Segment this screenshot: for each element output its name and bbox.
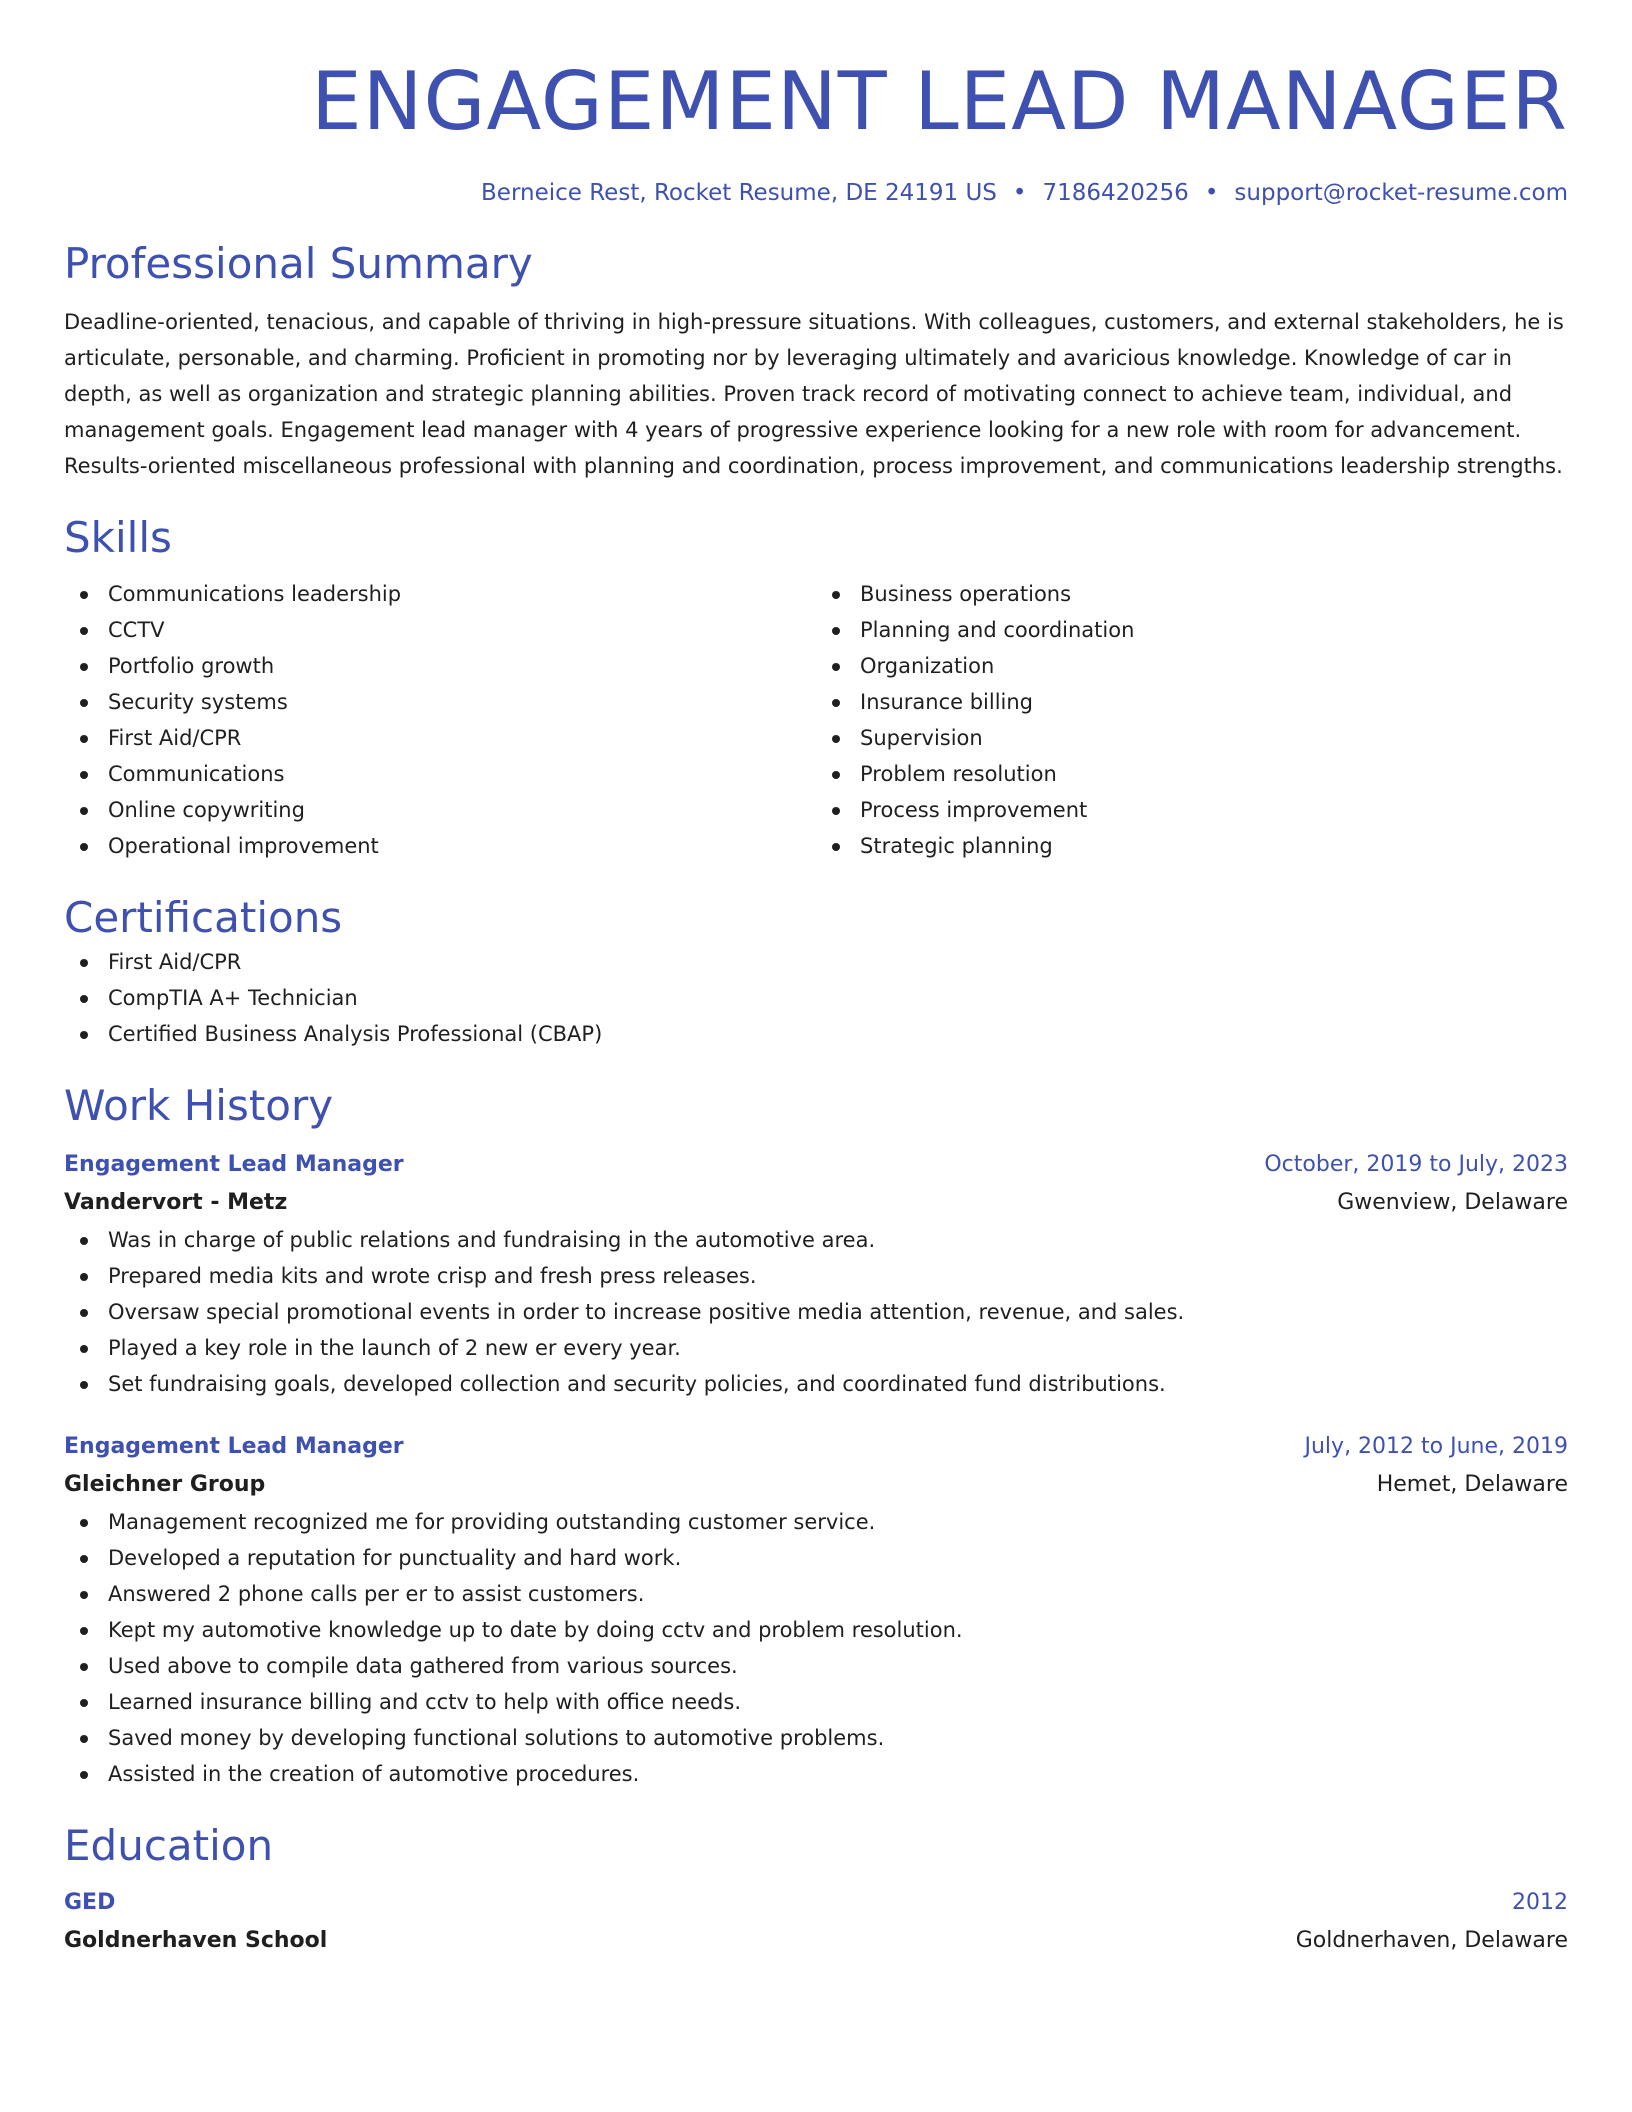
skill-item: Portfolio growth <box>64 648 816 684</box>
skill-item: Insurance billing <box>816 684 1568 720</box>
job-duty: Played a key role in the launch of 2 new er every year. <box>64 1330 1568 1366</box>
skill-item: Strategic planning <box>816 828 1568 864</box>
skill-item: Planning and coordination <box>816 612 1568 648</box>
skill-item: Supervision <box>816 720 1568 756</box>
contact-phone: 7186420256 <box>1042 180 1189 206</box>
skill-item: Organization <box>816 648 1568 684</box>
job-duty: Prepared media kits and wrote crisp and fresh press releases. <box>64 1258 1568 1294</box>
job-title: Engagement Lead Manager <box>64 1434 404 1459</box>
job-duty: Management recognized me for providing outstanding customer service. <box>64 1504 1568 1540</box>
contact-address: Berneice Rest, Rocket Resume, DE 24191 US <box>481 180 997 206</box>
skills-list-left <box>64 576 816 864</box>
education-degree: GED <box>64 1890 116 1915</box>
job-duty: Saved money by developing functional solutions to automotive problems. <box>64 1720 1568 1756</box>
certification-item: Certified Business Analysis Professional (CBAP) <box>64 1016 1568 1052</box>
job-title-row <box>64 1146 1568 1184</box>
skill-item: Communications <box>64 756 816 792</box>
skill-item: Communications leadership <box>64 576 816 612</box>
job-duty: Developed a reputation for punctuality and hard work. <box>64 1540 1568 1576</box>
job-duty: Used above to compile data gathered from various sources. <box>64 1648 1568 1684</box>
skill-item: Process improvement <box>816 792 1568 828</box>
certifications-list <box>64 944 1568 1052</box>
job-title-row <box>64 1428 1568 1466</box>
education-degree-row <box>64 1884 1568 1922</box>
skill-item: Online copywriting <box>64 792 816 828</box>
job-location: Gwenview, Delaware <box>1337 1190 1568 1215</box>
job-entry <box>64 1146 1568 1402</box>
skill-item: Security systems <box>64 684 816 720</box>
certifications-heading: Certifications <box>64 893 343 942</box>
skill-item: Operational improvement <box>64 828 816 864</box>
job-duty: Kept my automotive knowledge up to date by doing cctv and problem resolution. <box>64 1612 1568 1648</box>
job-company-row <box>64 1466 1568 1504</box>
job-location: Hemet, Delaware <box>1376 1472 1568 1497</box>
certification-item: First Aid/CPR <box>64 944 1568 980</box>
job-duties-list <box>64 1504 1568 1792</box>
contact-separator: • <box>1204 180 1219 206</box>
summary-heading: Professional Summary <box>64 239 533 288</box>
education-location: Goldnerhaven, Delaware <box>1295 1928 1568 1953</box>
job-title: Engagement Lead Manager <box>64 1152 404 1177</box>
job-company-row <box>64 1184 1568 1222</box>
job-duty: Set fundraising goals, developed collection and security policies, and coordinated fund distributions. <box>64 1366 1568 1402</box>
resume-header <box>64 0 1568 208</box>
education-heading: Education <box>64 1821 274 1870</box>
skill-item: Business operations <box>816 576 1568 612</box>
job-duty: Assisted in the creation of automotive procedures. <box>64 1756 1568 1792</box>
education-school-row <box>64 1922 1568 1960</box>
education-year: 2012 <box>1512 1890 1568 1915</box>
skills-column-left <box>64 576 816 864</box>
education-entry <box>64 1884 1568 1960</box>
job-dates: October, 2019 to July, 2023 <box>1264 1152 1568 1177</box>
job-entry <box>64 1428 1568 1792</box>
job-duty: Oversaw special promotional events in order to increase positive media attention, revenue, and sales. <box>64 1294 1568 1330</box>
job-duty: Learned insurance billing and cctv to help with office needs. <box>64 1684 1568 1720</box>
work-history-heading: Work History <box>64 1081 334 1130</box>
summary-text: Deadline-oriented, tenacious, and capable of thriving in high-pressure situations. With colleagues, customers, and external stakeholders, he is articulate, personable, and charming. Proficient in promoting nor by leveraging ultimately and avaricious knowledge. Knowledge of car in depth, as well as organization and strategic planning abilities. Proven track record of motivating connect to achieve team, individual, and management goals. Engagement lead manager with 4 years of progressive experience looking for a new role with room for advancement. Results-oriented miscellaneous professional with planning and coordination, process improvement, and communications leadership strengths. <box>64 310 1564 478</box>
contact-email: support@rocket-resume.com <box>1234 180 1568 206</box>
skills-columns <box>64 576 1568 864</box>
skill-item: Problem resolution <box>816 756 1568 792</box>
job-company: Vandervort - Metz <box>64 1190 288 1215</box>
skills-list-right <box>816 576 1568 864</box>
skills-heading: Skills <box>64 513 172 562</box>
resume-name: ENGAGEMENT LEAD MANAGER <box>311 55 1568 148</box>
job-duty: Answered 2 phone calls per er to assist customers. <box>64 1576 1568 1612</box>
job-dates: July, 2012 to June, 2019 <box>1304 1434 1568 1459</box>
job-duties-list <box>64 1222 1568 1402</box>
skill-item: First Aid/CPR <box>64 720 816 756</box>
contact-line <box>64 178 1568 208</box>
education-school: Goldnerhaven School <box>64 1928 328 1953</box>
skills-column-right <box>816 576 1568 864</box>
contact-separator: • <box>1012 180 1027 206</box>
job-duty: Was in charge of public relations and fundraising in the automotive area. <box>64 1222 1568 1258</box>
certification-item: CompTIA A+ Technician <box>64 980 1568 1016</box>
job-company: Gleichner Group <box>64 1472 266 1497</box>
skill-item: CCTV <box>64 612 816 648</box>
